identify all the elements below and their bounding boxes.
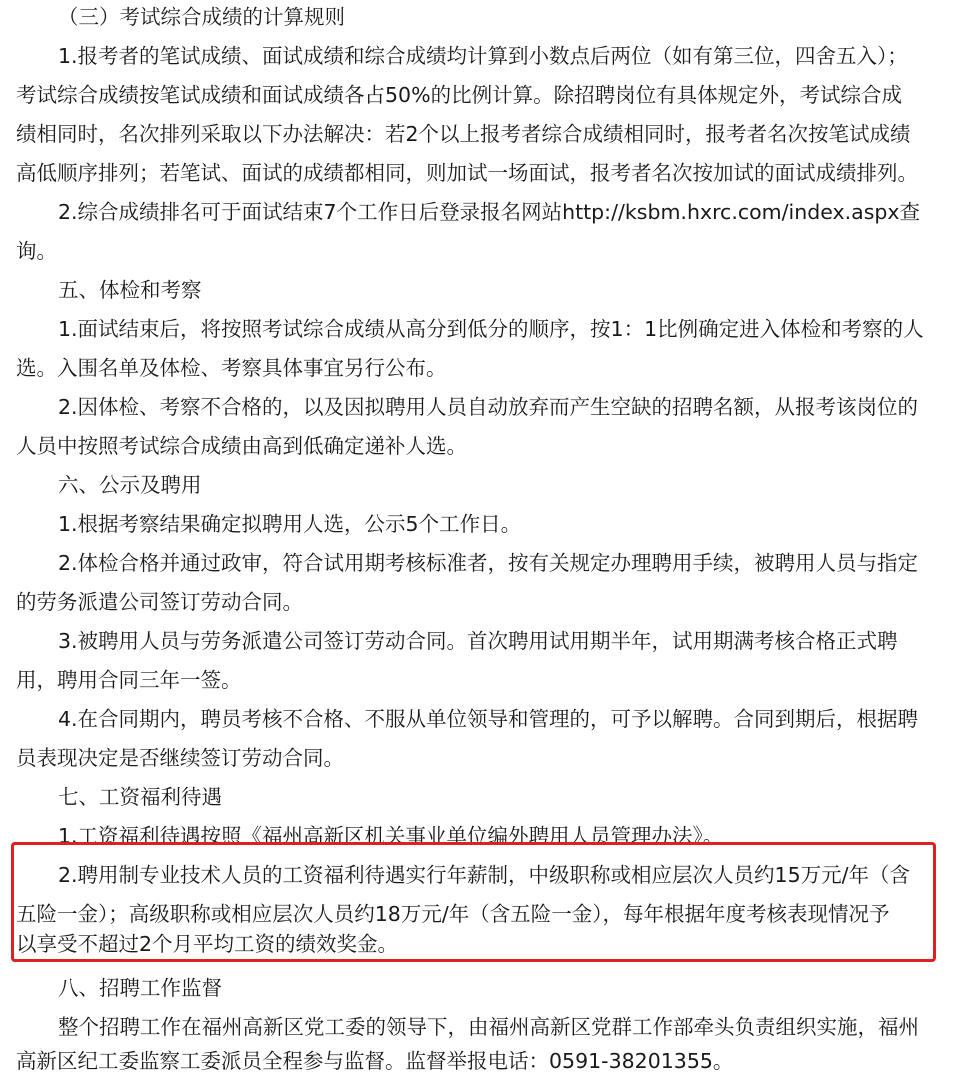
highlighted-paragraph-line: 以享受不超过2个月平均工资的绩效奖金。 [16, 932, 399, 956]
section-heading: （三）考试综合成绩的计算规则 [58, 5, 345, 29]
paragraph-line: 1.报考者的笔试成绩、面试成绩和综合成绩均计算到小数点后两位（如有第三位，四舍五入）； [58, 44, 908, 68]
paragraph-line: 人员中按照考试综合成绩由高到低确定递补人选。 [16, 434, 467, 458]
highlighted-paragraph-line: 五险一金）；高级职称或相应层次人员约18万元/年（含五险一金），每年根据年度考核表现情况予 [16, 902, 890, 926]
paragraph-line: 2.综合成绩排名可于面试结束7个工作日后登录报名网站http://ksbm.hxrc.com/index.aspx查 [58, 200, 921, 224]
highlighted-paragraph-line: 2.聘用制专业技术人员的工资福利待遇实行年薪制，中级职称或相应层次人员约15万元/年（含 [58, 863, 911, 887]
paragraph-line: 2.因体检、考察不合格的，以及因拟聘用人员自动放弃而产生空缺的招聘名额，从报考该岗位的 [58, 395, 919, 419]
paragraph-line: 3.被聘用人员与劳务派遣公司签订劳动合同。首次聘用试用期半年，试用期满考核合格正式聘 [58, 629, 898, 653]
section-heading: 七、工资福利待遇 [58, 785, 222, 809]
highlight-box [11, 842, 936, 962]
paragraph-line: 的劳务派遣公司签订劳动合同。 [16, 590, 303, 614]
section-heading: 五、体检和考察 [58, 278, 202, 302]
paragraph-line: 用，聘用合同三年一签。 [16, 668, 242, 692]
section-heading: 八、招聘工作监督 [58, 976, 222, 1000]
paragraph-line: 员表现决定是否继续签订劳动合同。 [16, 746, 344, 770]
paragraph-line: 4.在合同期内，聘员考核不合格、不服从单位领导和管理的，可予以解聘。合同到期后，根据聘 [58, 707, 919, 731]
paragraph-line: 高低顺序排列；若笔试、面试的成绩都相同，则加试一场面试，报考者名次按加试的面试成绩排列。 [16, 161, 918, 185]
paragraph-line: 1.工资福利待遇按照《福州高新区机关事业单位编外聘用人员管理办法》。 [58, 824, 724, 848]
paragraph-line: 整个招聘工作在福州高新区党工委的领导下，由福州高新区党群工作部牵头负责组织实施，福州 [58, 1015, 919, 1039]
paragraph-line: 高新区纪工委监察工委派员全程参与监督。监督举报电话：0591-38201355。 [16, 1049, 734, 1073]
paragraph-line: 选。入围名单及体检、考察具体事宜另行公布。 [16, 356, 447, 380]
paragraph-line: 1.面试结束后，将按照考试综合成绩从高分到低分的顺序，按1：1比例确定进入体检和考察的人 [58, 317, 924, 341]
paragraph-line: 2.体检合格并通过政审，符合试用期考核标准者，按有关规定办理聘用手续，被聘用人员与指定 [58, 551, 919, 575]
paragraph-line: 1.根据考察结果确定拟聘用人选，公示5个工作日。 [58, 512, 522, 536]
paragraph-line: 询。 [16, 239, 57, 263]
paragraph-line: 考试综合成绩按笔试成绩和面试成绩各占50%的比例计算。除招聘岗位有具体规定外，考试综合成 [16, 83, 903, 107]
section-heading: 六、公示及聘用 [58, 473, 202, 497]
paragraph-line: 绩相同时，名次排列采取以下办法解决：若2个以上报考者综合成绩相同时，报考者名次按笔试成绩 [16, 122, 911, 146]
